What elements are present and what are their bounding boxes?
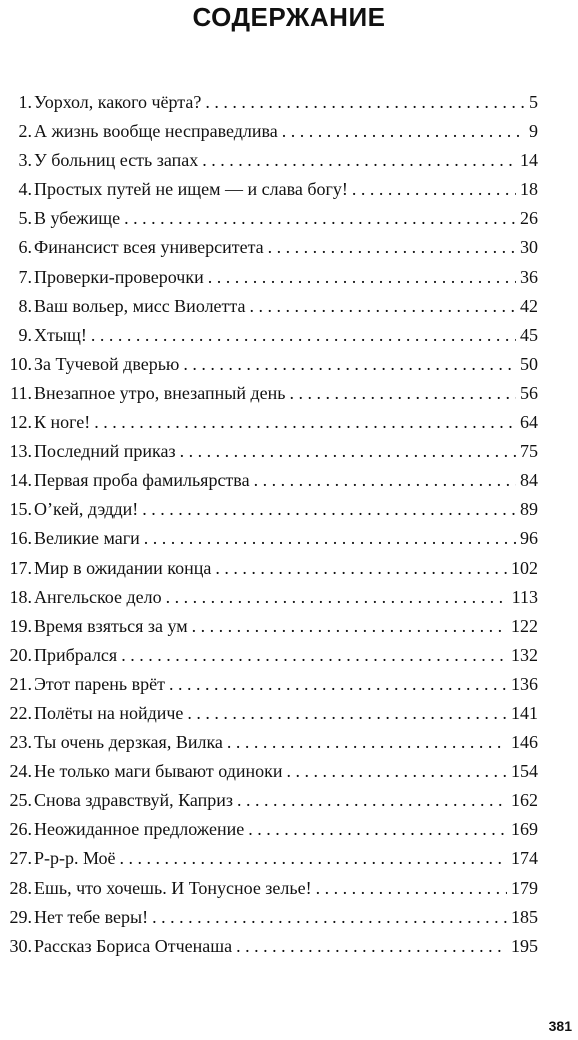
toc-entry-title: Снова здравствуй, Каприз <box>34 790 233 811</box>
toc-entry-title: Не только маги бывают одиноки <box>34 761 283 782</box>
dot-leader <box>202 146 516 175</box>
toc-entry-page: 185 <box>511 906 538 927</box>
dot-leader <box>180 437 516 466</box>
toc-entry-title: Ешь, что хочешь. И Тонусное зелье! <box>34 877 312 898</box>
dot-leader <box>91 321 516 350</box>
toc-entry-title: Последний приказ <box>34 441 176 462</box>
toc-entry-number: 24. <box>9 761 32 782</box>
toc-entry-page: 56 <box>520 382 538 403</box>
toc-entry-number: 26. <box>9 819 32 840</box>
toc-entry-page: 195 <box>511 935 538 956</box>
toc-entry <box>8 699 538 728</box>
toc-entry-number: 8. <box>18 295 32 316</box>
toc-entry-page: 26 <box>520 208 538 229</box>
toc-entry-title: Первая проба фамильярства <box>34 470 250 491</box>
dot-leader <box>316 874 507 903</box>
toc-entry-title: Ангельское дело <box>34 586 162 607</box>
toc-entry <box>8 903 538 932</box>
dot-leader <box>352 175 516 204</box>
toc-entry-number: 3. <box>18 150 32 171</box>
toc-entry-number: 5. <box>18 208 32 229</box>
dot-leader <box>187 699 507 728</box>
toc-entry <box>8 786 538 815</box>
toc-entry-title: Полёты на нойдиче <box>34 702 184 723</box>
toc-entry <box>8 815 538 844</box>
toc-entry-number: 16. <box>9 528 32 549</box>
toc-entry <box>8 88 538 117</box>
toc-entry-page: 50 <box>520 353 538 374</box>
toc-entry-page: 84 <box>520 470 538 491</box>
toc-entry-page: 179 <box>511 877 538 898</box>
toc-entry-page: 42 <box>520 295 538 316</box>
toc-entry-page: 75 <box>520 441 538 462</box>
toc-entry-title: В убежище <box>34 208 121 229</box>
toc-entry <box>8 321 538 350</box>
toc-entry-page: 89 <box>520 499 538 520</box>
toc-entry-number: 4. <box>18 179 32 200</box>
dot-leader <box>121 641 507 670</box>
toc-entry-title: Ваш вольер, мисс Виолетта <box>34 295 246 316</box>
toc-entry-number: 13. <box>9 441 32 462</box>
dot-leader <box>169 670 507 699</box>
dot-leader <box>215 554 507 583</box>
page-number: 381 <box>548 1018 572 1034</box>
toc-entry-number: 19. <box>9 615 32 636</box>
toc-entry-number: 10. <box>9 353 32 374</box>
toc-entry-page: 113 <box>511 586 538 607</box>
toc-entry <box>8 175 538 204</box>
toc-entry-page: 9 <box>529 121 538 142</box>
dot-leader <box>208 263 516 292</box>
toc-entry <box>8 495 538 524</box>
toc-entry-page: 18 <box>520 179 538 200</box>
toc-entry-page: 36 <box>520 266 538 287</box>
dot-leader <box>289 379 516 408</box>
toc-entry-number: 21. <box>9 673 32 694</box>
toc-entry-title: Прибрался <box>34 644 118 665</box>
toc-entry <box>8 932 538 961</box>
toc-entry-title: Хтыщ! <box>34 324 87 345</box>
dot-leader <box>94 408 516 437</box>
toc-entry-title: Внезапное утро, внезапный день <box>34 382 286 403</box>
toc-entry <box>8 524 538 553</box>
toc-entry-title: Финансист всея университета <box>34 237 264 258</box>
toc-entry-page: 30 <box>520 237 538 258</box>
dot-leader <box>120 844 507 873</box>
toc-entry-title: Нет тебе веры! <box>34 906 149 927</box>
toc-entry-number: 7. <box>18 266 32 287</box>
dot-leader <box>166 583 508 612</box>
toc-entry-number: 14. <box>9 470 32 491</box>
toc-entry-number: 11. <box>10 382 32 403</box>
toc-entry <box>8 437 538 466</box>
toc-entry-number: 30. <box>9 935 32 956</box>
toc-entry-page: 132 <box>511 644 538 665</box>
toc-entry-page: 45 <box>520 324 538 345</box>
toc-entry-number: 9. <box>18 324 32 345</box>
dot-leader <box>227 728 507 757</box>
toc-entry <box>8 204 538 233</box>
toc-entry-number: 18. <box>9 586 32 607</box>
toc-entry-page: 174 <box>511 848 538 869</box>
dot-leader <box>124 204 516 233</box>
toc-entry-title: Рассказ Бориса Отченаша <box>34 935 233 956</box>
toc-entry-title: Уорхол, какого чёрта? <box>34 92 202 112</box>
dot-leader <box>268 233 516 262</box>
toc-entry <box>8 728 538 757</box>
toc-entry-number: 22. <box>9 702 32 723</box>
toc-entry-number: 27. <box>9 848 32 869</box>
toc-entry-page: 169 <box>511 819 538 840</box>
toc-entry-title: О’кей, дэдди! <box>34 499 139 520</box>
dot-leader <box>205 88 525 117</box>
toc-entry-number: 6. <box>18 237 32 258</box>
toc-entry-title: Ты очень дерзкая, Вилка <box>34 732 223 753</box>
toc-entry-title: Неожиданное предложение <box>34 819 245 840</box>
dot-leader <box>282 117 525 146</box>
toc-entry <box>8 117 538 146</box>
toc-entry <box>8 146 538 175</box>
toc-entry-page: 154 <box>511 761 538 782</box>
toc-entry-number: 15. <box>9 499 32 520</box>
toc-entry <box>8 874 538 903</box>
toc-entry-page: 5 <box>529 92 538 112</box>
toc-entry-page: 162 <box>511 790 538 811</box>
toc-entry-title: У больниц есть запах <box>34 150 199 171</box>
dot-leader <box>236 932 507 961</box>
toc-entry-number: 28. <box>9 877 32 898</box>
toc-entry-title: К ноге! <box>34 412 91 433</box>
toc-entry-title: Этот парень врёт <box>34 673 165 694</box>
toc-entry <box>8 670 538 699</box>
toc-entry-title: Великие маги <box>34 528 140 549</box>
toc-entry-page: 102 <box>511 557 538 578</box>
toc-entry-title: За Тучевой дверью <box>34 353 180 374</box>
toc-entry <box>8 844 538 873</box>
toc-entry-title: Проверки-проверочки <box>34 266 204 287</box>
toc-entry <box>8 292 538 321</box>
dot-leader <box>142 495 516 524</box>
toc-entry-number: 17. <box>9 557 32 578</box>
toc-entry <box>8 408 538 437</box>
dot-leader <box>144 524 516 553</box>
toc-entry-page: 146 <box>511 732 538 753</box>
toc-entry-title: А жизнь вообще несправедлива <box>34 121 278 142</box>
toc-entry-number: 12. <box>9 412 32 433</box>
toc-entry-title: Простых путей не ищем — и слава богу! <box>34 179 348 200</box>
toc-entry-number: 20. <box>9 644 32 665</box>
toc-entry-page: 122 <box>511 615 538 636</box>
toc-entry-page: 96 <box>520 528 538 549</box>
toc-entry-title: Р-р-р. Моё <box>34 848 116 869</box>
toc-entry <box>8 350 538 379</box>
toc-entry-number: 2. <box>18 121 32 142</box>
toc-entry <box>8 583 538 612</box>
toc-entry <box>8 554 538 583</box>
dot-leader <box>183 350 516 379</box>
page-title: СОДЕРЖАНИЕ <box>192 2 386 32</box>
toc-entry <box>8 612 538 641</box>
toc-entry-number: 1. <box>18 92 32 112</box>
toc-entry-page: 14 <box>520 150 538 171</box>
toc-entry-title: Время взяться за ум <box>34 615 188 636</box>
toc-entry <box>8 641 538 670</box>
toc-entry <box>8 757 538 786</box>
dot-leader <box>237 786 507 815</box>
toc-entry-page: 136 <box>511 673 538 694</box>
toc-entry <box>8 233 538 262</box>
toc-entry-page: 141 <box>511 702 538 723</box>
toc-entry-number: 23. <box>9 732 32 753</box>
table-of-contents <box>8 88 538 961</box>
toc-entry-page: 64 <box>520 412 538 433</box>
toc-entry <box>8 379 538 408</box>
toc-entry <box>8 466 538 495</box>
dot-leader <box>248 815 507 844</box>
dot-leader <box>152 903 507 932</box>
toc-entry-title: Мир в ожидании конца <box>34 557 212 578</box>
toc-entry-number: 25. <box>9 790 32 811</box>
dot-leader <box>250 292 517 321</box>
dot-leader <box>287 757 507 786</box>
dot-leader <box>192 612 507 641</box>
toc-entry <box>8 263 538 292</box>
toc-entry-number: 29. <box>9 906 32 927</box>
dot-leader <box>254 466 516 495</box>
